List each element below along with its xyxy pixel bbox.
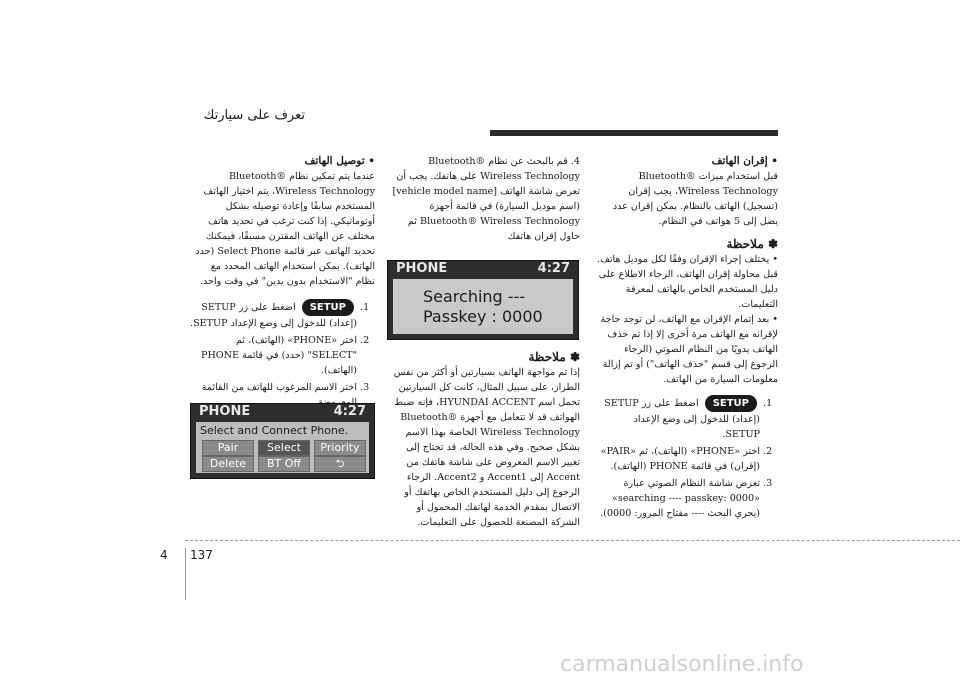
pair-button[interactable]: Pair <box>202 440 254 456</box>
page-number: 137 <box>190 548 213 562</box>
right-column <box>595 154 778 523</box>
setup-button[interactable]: SETUP <box>705 395 757 412</box>
middle-note-title: ✽ ملاحظة <box>528 350 580 364</box>
screen-time: 4:27 <box>333 404 366 419</box>
screen-time: 4:27 <box>537 261 570 276</box>
searching-text: Searching --- <box>423 287 526 306</box>
footer-divider <box>185 540 960 541</box>
screen-title-bar <box>388 261 578 277</box>
connect-step: 2. اختر «PHONE» (الهاتف)، ثم "SELECT" (حدد) في قائمة PHONE (الهاتف). <box>190 333 357 378</box>
back-button[interactable]: ⮌ <box>314 456 366 472</box>
pairing-step-text: اضغط على زر SETUP (إعداد) للدخول إلى وضع الإعداد SETUP. <box>604 398 760 440</box>
pairing-step: 3. تعرض شاشة النظام الصوتي عبارة «searching ---- passkey: 0000» (يجري البحث ---- مفتاح المرور: 0000). <box>595 476 760 521</box>
watermark: carmanualsonline.info <box>560 652 804 677</box>
priority-button[interactable]: Priority <box>314 440 366 456</box>
searching-screen <box>387 260 579 340</box>
screen-body <box>393 279 573 334</box>
connect-intro: عندما يتم تمكين نظام Bluetooth® Wireless Technology، يتم اختيار الهاتف المستخدم سابقًا وإعادة توصيله بشكل أوتوماتيكي. إذا كنت ترغب في تحديد هاتف مختلف عن الهاتف المقترن مسبقًا، فيمكنك تحديد الهاتف عبر قائمة Select Phone (حدد الهاتف). يمكن استخدام الهاتف المحدد مع نظام "الاستخدام بدون يدين" في وقت واحد. <box>195 171 375 287</box>
pairing-step-4: 4. قم بالبحث عن نظام Bluetooth® Wireless Technology على هاتفك. يجب أن تعرض شاشة الهاتف [vehicle model name] (اسم موديل السيارة) في قائمة أجهزة Bluetooth® Wireless Technology ثم حاول إقران هاتفك <box>392 156 580 242</box>
connect-step: 3. اختر الاسم المرغوب للهاتف من القائمة <box>190 380 357 410</box>
pairing-title: • إقران الهاتف <box>711 155 778 167</box>
pairing-note-title: ✽ ملاحظة <box>726 237 778 251</box>
header-rule <box>490 130 778 136</box>
connect-steps <box>190 299 375 410</box>
connect-step <box>190 299 357 331</box>
pairing-note-item: • يختلف إجراء الإقران وفقًا لكل موديل هاتف. قبل محاولة إقران الهاتف، الرجاء الاطلاع على دليل المستخدم الخاص بالهاتف لمعرفة التعليمات. <box>596 254 778 310</box>
footer-tick <box>185 548 186 600</box>
left-column <box>190 154 375 412</box>
select-phone-screen <box>190 403 375 479</box>
middle-note-body: إذا تم مواجهة الهاتف بسيارتين أو أكثر من نفس الطراز، على سبيل المثال، كانت كل السيارتين تحمل اسم HYUNDAI ACCENT، فإنه ضبط الهواتف قد لا تتعامل مع أجهزة Bluetooth® Wireless Technology الخاصة بهذا الاسم بشكل صحيح. وفي هذه الحالة، قد تحتاج إلى تغيير الاسم المعروض على شاشة هاتفك من Accent إلى Accent1 و Accent2. الرجاء الرجوع إلى دليل المستخدم الخاص بهاتفك أو الاتصال بمقدم الخدمة لهاتفك المحمول أو الشركة المصنعة للحصول على التعليمات. <box>393 367 580 528</box>
screen-title: PHONE <box>396 261 448 276</box>
pairing-intro: قبل استخدام ميزات Bluetooth® Wireless Technology، يجب إقران (تسجيل) الهاتف بالنظام. يمكن إقران عدد يصل إلى 5 هواتف في النظام. <box>612 171 778 227</box>
delete-button[interactable]: Delete <box>202 456 254 472</box>
screen-title-bar <box>191 404 374 420</box>
select-button[interactable]: Select <box>258 440 310 456</box>
screen-title: PHONE <box>199 404 251 419</box>
pairing-note-item: • بعد إتمام الإقران مع الهاتف، لن توجد حاجة لإقرانه مع الهاتف مرة أخرى إلا إذا تم حذف الهاتف يدويًا من النظام الصوتي (الرجاء الرجوع إلى قسم "حذف الهاتف") أو تم إزالة معلومات السيارة من الهاتف. <box>600 314 778 385</box>
setup-button[interactable]: SETUP <box>302 299 354 316</box>
passkey-text: Passkey : 0000 <box>423 307 543 326</box>
pairing-step: 2. اختر «PHONE» (الهاتف)، ثم «PAIR» (إقران) في قائمة PHONE (الهاتف). <box>595 444 760 474</box>
pairing-step <box>595 395 760 442</box>
screen-body <box>196 422 369 473</box>
connect-step-text: اضغط على زر SETUP (إعداد) للدخول إلى وضع الإعداد SETUP. <box>190 302 357 329</box>
chapter-number: 4 <box>160 548 168 562</box>
pairing-steps <box>595 395 778 521</box>
middle-column <box>385 154 580 244</box>
middle-note <box>385 350 580 530</box>
connect-title: • توصيل الهاتف <box>304 155 375 167</box>
page-header-title: تعرف على سيارتك <box>203 108 305 123</box>
bt-off-button[interactable]: BT Off <box>258 456 310 472</box>
select-connect-text: Select and Connect Phone. <box>200 424 349 437</box>
